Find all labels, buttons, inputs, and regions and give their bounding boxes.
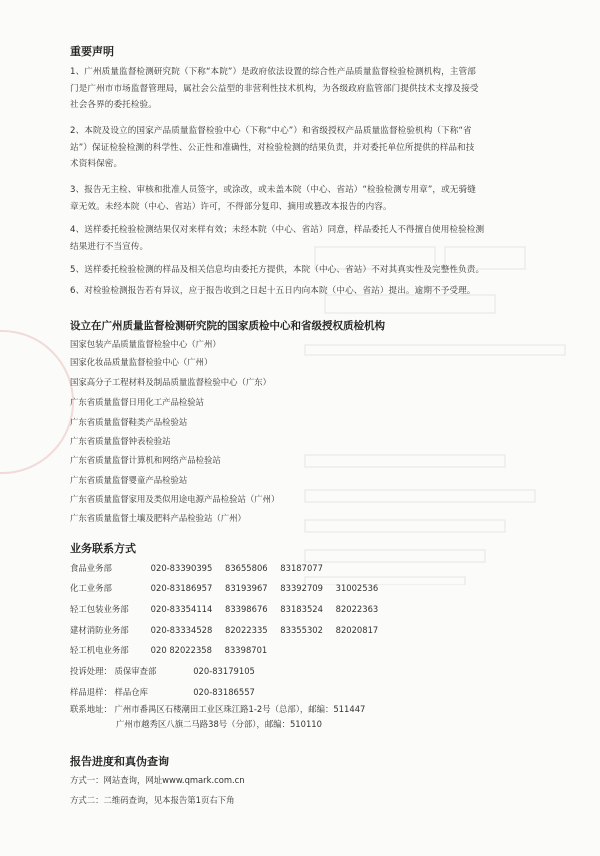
institution-item: 国家包装产品质量监督检验中心（广州） (70, 339, 221, 349)
seal-watermark (0, 330, 74, 474)
address-main: 广州市番禺区石楼潮田工业区珠江路1-2号（总部），邮编：511447 (114, 704, 366, 714)
notice-line: 站”）保证检验检测的科学性、公正性和准确性，对检验检测的结果负责，并对委托单位所提供的样品和技 (70, 142, 475, 153)
phone-number: 83392709 (280, 583, 323, 593)
complaint-label: 投诉处理： (70, 666, 112, 676)
phone-number: 83398701 (224, 645, 268, 655)
phone-number: 82020817 (335, 625, 379, 635)
notice-line: 社会各界的委托检验。 (70, 100, 157, 110)
notice-line: 结果进行不当宣传。 (70, 241, 149, 252)
notice-title: 重要声明 (70, 45, 114, 58)
phone-number: 83355302 (280, 625, 323, 635)
notice-paragraph-3 (70, 182, 548, 215)
notice-line: 章无效。未经本院（中心、省站）许可，不得部分复印、摘用或篡改本报告的内容。 (70, 201, 392, 212)
address-branch: 广州市越秀区八旗二马路38号（分部），邮编：510110 (116, 719, 322, 729)
phone-number: 020 82022358 (150, 645, 212, 655)
phone-number: 020-83186957 (150, 583, 213, 593)
complaint-row (70, 665, 255, 677)
notice-line: 6、对检验检测报告若有异议，应于报告收到之日起十五日内向本院（中心、省站）提出。逾期不予受理。 (70, 286, 476, 296)
phone-number: 82022335 (224, 625, 268, 635)
phone-number: 83398676 (224, 604, 268, 614)
phone-number: 020-83354114 (150, 604, 213, 614)
department-name: 轻工包装业务部 (70, 604, 129, 614)
contacts-title: 业务联系方式 (70, 542, 136, 555)
institution-item: 国家化妆品质量监督检验中心（广州） (70, 357, 213, 367)
address-label: 联系地址： (70, 704, 112, 714)
phone-number: 83193967 (224, 583, 268, 593)
complaint-number: 020-83179105 (193, 666, 255, 676)
notice-line: 3、报告无主检、审核和批准人员签字，或涂改，或未盖本院（中心、省站）“检验检测专用章”，或无骑缝 (70, 185, 476, 195)
notice-paragraph-1 (70, 64, 548, 114)
phone-number: 020-83390395 (150, 563, 213, 573)
notice-paragraph-4 (70, 222, 548, 255)
institution-item: 广东省质量监督钟表检验站 (70, 436, 171, 446)
sample-return-number: 020-83186557 (193, 687, 255, 697)
institution-item: 广东省质量监督鞋类产品检验站 (70, 417, 188, 427)
notice-line: 1、广州质量监督检测研究院（下称“本院”）是政府依法设置的综合性产品质量监督检验检测机构，主管部 (70, 67, 476, 77)
contact-row-building (70, 624, 388, 636)
institutions-title: 设立在广州质量监督检测研究院的国家质检中心和省级授权质检机构 (70, 320, 385, 332)
department-name: 建材消防业务部 (70, 625, 129, 635)
notice-line: 术资料保密。 (70, 159, 123, 169)
contact-row-food (70, 562, 333, 574)
notice-line: 门是广州市市场监督管理局，属社会公益型的非营利性技术机构，为各级政府监管部门提供技术支撑及接受 (70, 83, 479, 94)
institution-item: 广东省质量监督婴童产品检验站 (70, 475, 188, 485)
contact-row-chemical (70, 582, 388, 594)
notice-line: 2、本院及设立的国家产品质量监督检验中心（下称“中心”）和省级授权产品质量监督检验机构（下称“省 (70, 126, 472, 136)
institution-item: 广东省质量监督计算机和网络产品检验站 (70, 455, 221, 465)
address-row-main (70, 703, 365, 715)
verify-title: 报告进度和真伪查询 (70, 755, 169, 768)
sample-return-department: 样品仓库 (114, 687, 149, 697)
department-name: 食品业务部 (70, 563, 112, 573)
institution-item: 广东省质量监督家用及类似用途电源产品检验站（广州） (70, 494, 280, 504)
phone-number: 83655806 (224, 563, 268, 573)
sample-return-label: 样品退样： (70, 687, 112, 697)
phone-number: 020-83334528 (150, 625, 213, 635)
phone-number: 31002536 (335, 583, 379, 593)
institution-item: 广东省质量监督土壤及肥料产品检验站（广州） (70, 513, 246, 523)
notice-line: 5、送样委托检验检测的样品及相关信息均由委托方提供，本院（中心、省站）不对其真实性及完整性负责。 (70, 265, 485, 275)
complaint-department: 质保审查部 (114, 666, 157, 676)
verify-method-qrcode: 方式二：二维码查询，见本报告第1页右下角 (70, 795, 235, 805)
department-name: 轻工机电业务部 (70, 645, 129, 655)
department-name: 化工业务部 (70, 583, 112, 593)
notice-line: 4、送样委托检验检测结果仅对来样有效；未经本院（中心、省站）同意，样品委托人不得擅自使用检验检测 (70, 225, 485, 235)
phone-number: 82022363 (335, 604, 379, 614)
verify-method-website: 方式一：网站查询，网址www.qmark.com.cn (70, 775, 245, 785)
contact-row-electromechanical (70, 644, 277, 656)
phone-number: 83183524 (280, 604, 323, 614)
notice-paragraph-2 (70, 123, 548, 173)
sample-return-row (70, 686, 255, 698)
institution-item: 广东省质量监督日用化工产品检验站 (70, 397, 204, 407)
phone-number: 83187077 (280, 563, 323, 573)
contact-row-packaging (70, 603, 388, 615)
notice-paragraph-5 (70, 262, 548, 279)
institution-item: 国家高分子工程材料及制品质量监督检验中心（广东） (70, 377, 271, 387)
notice-paragraph-6 (70, 283, 548, 300)
